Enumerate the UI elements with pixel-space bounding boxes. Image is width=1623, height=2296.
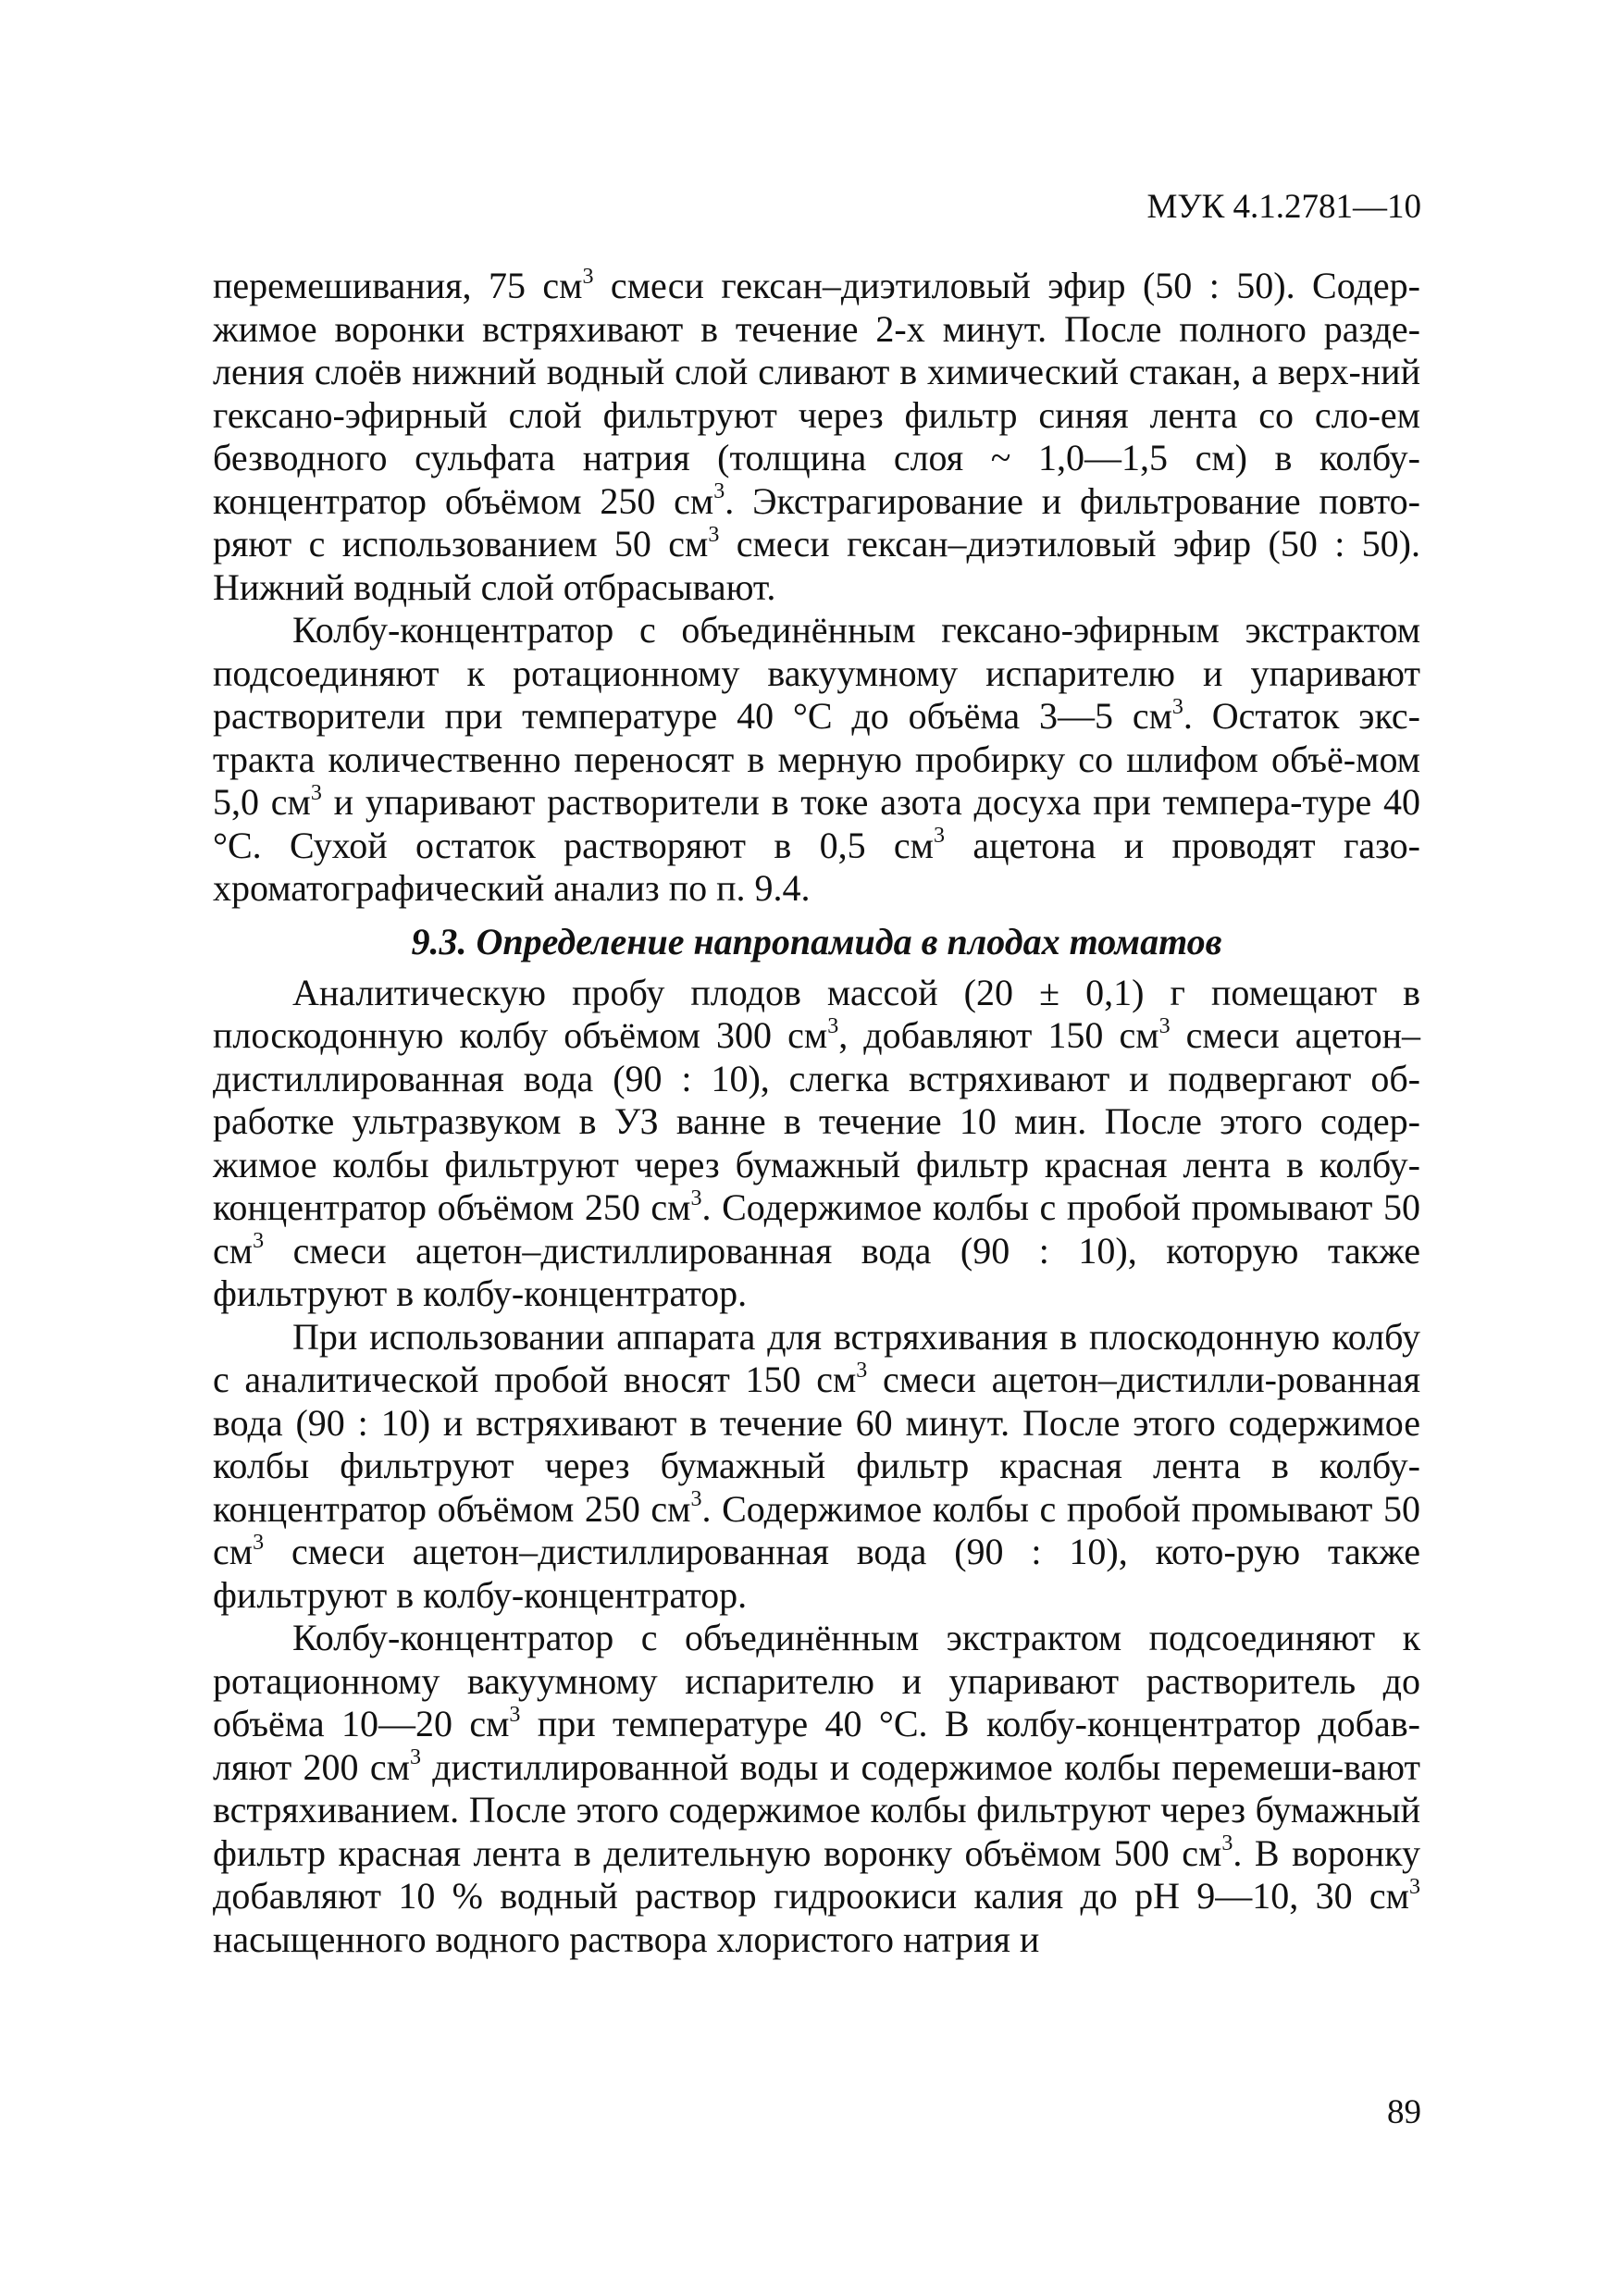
superscript: 3: [582, 264, 594, 289]
text-run: Аналитическую пробу плодов массой (20 ± 0,1) г помещают в плоскодонную колбу объёмом 300 см: [213, 971, 1420, 1056]
text-run: дистиллированной воды и содержимое колбы перемеши-вают встряхиванием. После этого содержимое колбы фильтруют через бумажный фильтр красная лента в делительную воронку объёмом 500 см: [213, 1745, 1420, 1874]
page-body: [213, 265, 1420, 1961]
text-run: смеси ацетон–дистилли-рованная вода (90 : 10) и встряхивают в течение 60 минут. После этого содержимое колбы фильтруют через бумажный фильтр красная лента в колбу-концентратор объёмом 250 см: [213, 1359, 1421, 1530]
text-run: . Остаток экс-тракта количественно переносят в мерную пробирку со шлифом объё-мом 5,0 см: [213, 695, 1420, 823]
superscript: 3: [1171, 694, 1183, 719]
text-run: смеси ацетон–дистиллированная вода (90 : 10), слегка встряхивают и подвергают об-работке ультразвуком в УЗ ванне в течение 10 мин. После этого содер-жимое колбы фильтруют через бумажный фильтр красная лента в колбу-концентратор объёмом 250 см: [213, 1014, 1421, 1228]
superscript: 3: [934, 824, 945, 849]
text-run: . Содержимое колбы с пробой промывают 50 см: [213, 1487, 1420, 1572]
text-run: При использовании аппарата для встряхивания в плоскодонную колбу с аналитической пробой вносят 150 см: [213, 1315, 1420, 1400]
text-run: перемешивания, 75 см: [213, 265, 583, 306]
superscript: 3: [1221, 1831, 1233, 1856]
text-run: . Экстрагирование и фильтрование повто-ряют с использованием 50 см: [213, 479, 1420, 565]
paragraph: [213, 265, 1420, 609]
superscript: 3: [1409, 1874, 1420, 1899]
text-run: смеси гексан–диэтиловый эфир (50 : 50). Нижний водный слой отбрасывают.: [213, 523, 1421, 608]
superscript: 3: [827, 1013, 839, 1038]
superscript: 3: [253, 1530, 265, 1555]
text-run: Колбу-концентратор с объединённым гексано-эфирным экстрактом подсоединяют к ротационному вакуумному испарителю и упаривают растворители при температуре 40 °С до объёма 3—5 см: [213, 609, 1420, 737]
superscript: 3: [409, 1745, 421, 1770]
text-run: смеси ацетон–дистиллированная вода (90 : 10), кото-рую также фильтруют в колбу-концентратор.: [213, 1531, 1420, 1616]
section-title: 9.3. Определение напропамида в плодах томатов: [411, 920, 1222, 962]
text-run: Колбу-концентратор с объединённым экстрактом подсоединяют к ротационному вакуумному испарителю и упаривают растворитель до объёма 10—20 см: [213, 1617, 1420, 1744]
paragraph: [213, 1316, 1420, 1618]
paragraph: [213, 1617, 1420, 1961]
superscript: 3: [690, 1487, 702, 1512]
text-run: . Содержимое колбы с пробой промывают 50 см: [213, 1186, 1420, 1272]
superscript: 3: [509, 1702, 521, 1727]
text-run: и упаривают растворители в токе азота досуха при темпера-туре 40 °С. Сухой остаток растворяют в 0,5 см: [213, 781, 1420, 866]
page-number: 89: [1387, 2093, 1421, 2131]
text-run: ацетона и проводят газо-хроматографический анализ по п. 9.4.: [213, 824, 1421, 909]
paragraph: [213, 609, 1420, 911]
superscript: 3: [690, 1185, 702, 1210]
superscript: 3: [856, 1358, 868, 1383]
superscript: 3: [708, 522, 720, 547]
superscript: 3: [253, 1229, 265, 1254]
superscript: 3: [310, 780, 322, 805]
text-run: . В воронку добавляют 10 % водный раствор гидроокиси калия до рН 9—10, 30 см: [213, 1831, 1420, 1917]
text-run: смеси ацетон–дистиллированная вода (90 : 10), которую также фильтруют в колбу-концентратор.: [213, 1229, 1420, 1314]
superscript: 3: [713, 479, 725, 504]
text-run: при температуре 40 °С. В колбу-концентратор добав-ляют 200 см: [213, 1703, 1420, 1788]
document-code-header: МУК 4.1.2781—10: [1146, 188, 1421, 226]
superscript: 3: [1158, 1013, 1171, 1038]
text-block-before-section: [213, 265, 1420, 911]
paragraph: [213, 972, 1420, 1316]
text-run: насыщенного водного раствора хлористого натрия и: [213, 1917, 1040, 1960]
text-run: смеси гексан–диэтиловый эфир (50 : 50). Содер-жимое воронки встряхивают в течение 2-х минут. После полного разде-ления слоёв нижний водный слой сливают в химический стакан, а верх-ний гексано-эфирный слой фильтруют через фильтр синяя лента со сло-ем безводного сульфата натрия (толщина слоя ~ 1,0—1,5 см) в колбу-концентратор объёмом 250 см: [213, 265, 1420, 522]
text-run: , добавляют 150 см: [838, 1014, 1159, 1056]
text-block-section-9-3: [213, 972, 1420, 1962]
